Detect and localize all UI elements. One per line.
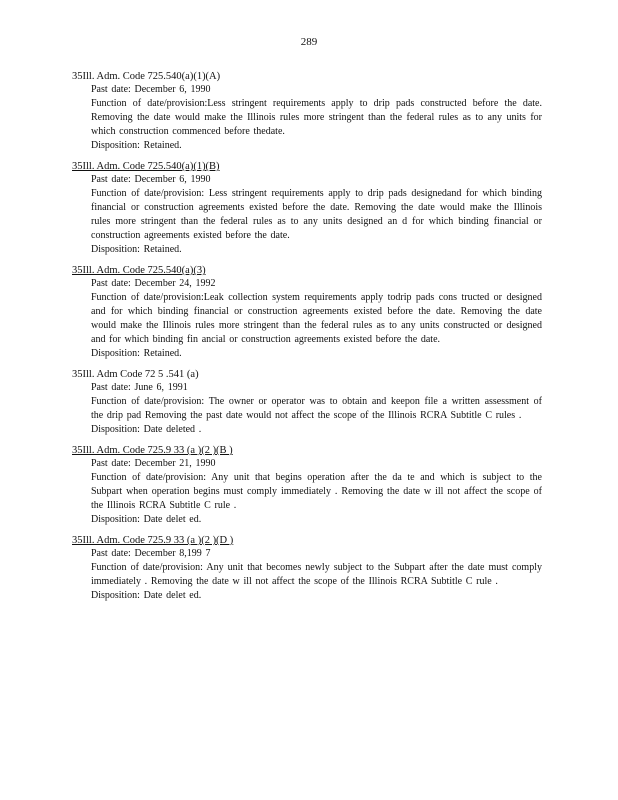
entry-citation: 35Ill. Adm. Code 725.9 33 (a )(2 )(D )	[72, 535, 234, 546]
entry-function: Function of date/provision:Less stringent requirements apply to drip pads constructed before the date. Removing the date would make the Illinois rules more stringent than the federal rules as to any units for which construction commenced before thedate.	[91, 98, 542, 137]
entry-disposition: Disposition: Retained.	[91, 140, 182, 151]
entry-disposition: Disposition: Retained.	[91, 348, 182, 359]
entry	[72, 444, 542, 527]
entry-past-date: Past date: June 6, 1991	[91, 382, 188, 393]
entry-function: Function of date/provision: The owner or operator was to obtain and keepon file a written assessment of the drip pad Removing the past date would not affect the scope of the Illinois RCRA Subtitle C rules .	[91, 396, 542, 421]
entry	[72, 160, 542, 257]
entry-past-date: Past date: December 6, 1990	[91, 174, 211, 185]
entry-function: Function of date/provision: Less stringent requirements apply to drip pads designedand for which binding financial or construction agreements existed before the date. Removing the date would make the Illinois rules more stringent than the federal rules as to any units designed an d for which binding financial or construction agreements existed before the date.	[91, 188, 542, 241]
entry-past-date: Past date: December 6, 1990	[91, 84, 211, 95]
entry	[72, 534, 542, 603]
entry	[72, 264, 542, 361]
entry-disposition: Disposition: Date deleted .	[91, 424, 202, 435]
page-number: 289	[300, 36, 318, 48]
entry-function: Function of date/provision: Any unit that becomes newly subject to the Subpart after the date must comply immediately . Removing the date w ill not affect the scope of the Illinois RCRA Subtitle C rule .	[91, 562, 542, 587]
entry-citation: 35Ill. Adm. Code 725.540(a)(1)(B)	[72, 161, 220, 172]
entries-list	[72, 70, 542, 610]
entry-disposition: Disposition: Date delet ed.	[91, 590, 202, 601]
entry	[72, 368, 542, 437]
entry-citation: 35Ill. Adm Code 72 5 .541 (a)	[72, 369, 199, 380]
entry-function: Function of date/provision:Leak collection system requirements apply todrip pads cons tructed or designed and for which binding financial or construction agreements existed before the date. Removing the date would make the Illinois rules more stringent than the federal rules as to any units constructed or designed and for which binding fin ancial or construction agreements existed before the date.	[91, 292, 542, 345]
entry-past-date: Past date: December 8,199 7	[91, 548, 211, 559]
entry-past-date: Past date: December 24, 1992	[91, 278, 216, 289]
entry-citation: 35Ill. Adm. Code 725.540(a)(1)(A)	[72, 71, 221, 82]
entry-function: Function of date/provision: Any unit that begins operation after the da te and which is subject to the Subpart when operation begins must comply immediately . Removing the date w ill not affect the scope of the Illinois RCRA Subtitle C rule .	[91, 472, 542, 511]
entry-past-date: Past date: December 21, 1990	[91, 458, 216, 469]
entry-citation: 35Ill. Adm. Code 725.540(a)(3)	[72, 265, 206, 276]
entry	[72, 70, 542, 153]
entry-disposition: Disposition: Date delet ed.	[91, 514, 202, 525]
entry-disposition: Disposition: Retained.	[91, 244, 182, 255]
entry-citation: 35Ill. Adm. Code 725.9 33 (a )(2 )(B )	[72, 445, 233, 456]
